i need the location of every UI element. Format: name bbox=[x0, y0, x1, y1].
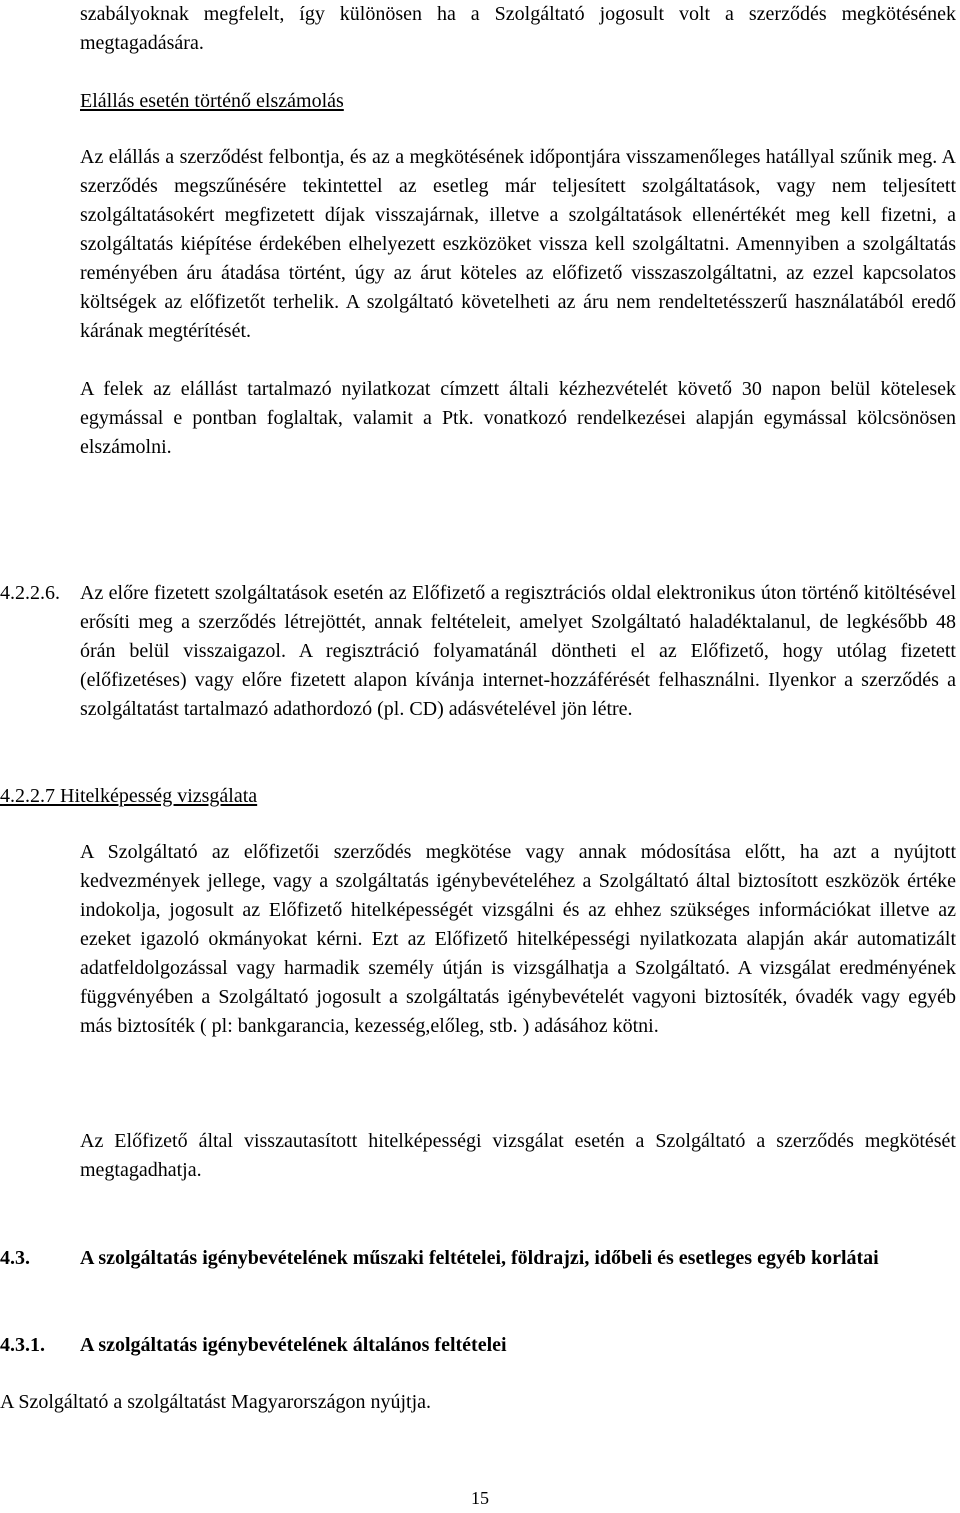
elallas-paragraph-1: Az elállás a szerződést felbontja, és az a megkötésének időpontjára visszamenőleges hatállyal szűnik meg. A szerződés megszűnésére tekintettel az esetleg már teljesített szolgáltatások, vagy nem teljesített szolgáltatásokért megfizetett díjak visszajárnak, illetve a szolgáltatások ellenértékét meg kell fizetni, a szolgáltatás kiépítése érdekében elhelyezett eszközöket vissza kell szolgáltatni. Amennyiben a szolgáltatás reményében áru átadása történt, úgy az árut köteles az előfizető visszaszolgáltatni, az ezzel kapcsolatos költségek az előfizetőt terhelik. A szolgáltató követelheti az áru nem rendeltetésszerű használatából eredő kárának megtérítését. bbox=[80, 146, 956, 342]
section-title-4-3: A szolgáltatás igénybevételének műszaki feltételei, földrajzi, időbeli és esetleges egyéb korlátai bbox=[80, 1247, 879, 1269]
page-number: 15 bbox=[471, 1488, 489, 1508]
hitelkepesseg-paragraph-1: A Szolgáltató az előfizetői szerződés megkötése vagy annak módosítása előtt, ha azt a nyújtott kedvezmények jellege, vagy a szolgáltatás igénybevételéhez a Szolgáltató által biztosított eszközök értéke indokolja, jogosult az Előfizető hitelképességét vizsgálni és az ehhez szükséges információkat illetve az ezeket igazoló okmányokat kérni. Ezt az Előfizető hitelképességi nyilatkozata alapján akár automatizált adatfeldolgozással vagy harmadik személy útján is vizsgálhatja a Szolgáltató. A vizsgálat eredményének függvényében a Szolgáltató jogosult a szolgáltatás igénybevételét vagyoni biztosíték, óvadék vagy egyéb más biztosíték ( pl: bankgarancia, kezesség,előleg, stb. ) adásához kötni. bbox=[80, 841, 956, 1037]
hitelkepesseg-paragraph-2: Az Előfizető által visszautasított hitelképességi vizsgálat esetén a Szolgáltató a szerződés megkötését megtagadhatja. bbox=[80, 1130, 956, 1181]
section-4-3-1-text: A Szolgáltató a szolgáltatást Magyarországon nyújtja. bbox=[0, 1391, 431, 1413]
section-number-4-3-1: 4.3.1. bbox=[0, 1334, 45, 1356]
section-number-4-2-2-6: 4.2.2.6. bbox=[0, 582, 60, 604]
elallas-paragraph-2: A felek az elállást tartalmazó nyilatkozat címzett általi kézhezvételét követő 30 napon belül kötelesek egymással e pontban foglaltak, valamit a Ptk. vonatkozó rendelkezései alapján egymással kölcsönösen elszámolni. bbox=[80, 378, 956, 458]
section-title-4-3-1: A szolgáltatás igénybevételének általános feltételei bbox=[80, 1334, 507, 1356]
section-number-4-3: 4.3. bbox=[0, 1247, 30, 1269]
section-4-2-2-6-paragraph bbox=[0, 579, 956, 724]
section-heading-elallas: Elállás esetén történő elszámolás bbox=[80, 90, 344, 112]
section-4-2-2-6-text: Az előre fizetett szolgáltatások esetén az Előfizető a regisztrációs oldal elektronikus úton történő kitöltésével erősíti meg a szerződés létrejöttét, annak feltételeit, amelyet Szolgáltató haladéktalanul, de legkésőbb 48 órán belül visszaigazol. A regisztráció folyamatánál döntheti el az Előfizető, hogy utólag fizetett (előfizetéses) vagy előre fizetett alapon kívánja internet-hozzáférését felhasználni. Ilyenkor a szerződés a szolgáltatást tartalmazó adathordozó (pl. CD) adásvételével jön létre. bbox=[80, 582, 956, 720]
section-heading-hitelkepesseg: 4.2.2.7 Hitelképesség vizsgálata bbox=[0, 785, 258, 807]
continuation-paragraph: szabályoknak megfelelt, így különösen ha a Szolgáltató jogosult volt a szerződés megkötésének megtagadására. bbox=[80, 3, 956, 54]
section-heading-4-3-1 bbox=[0, 1331, 956, 1360]
section-heading-4-3 bbox=[0, 1244, 956, 1273]
